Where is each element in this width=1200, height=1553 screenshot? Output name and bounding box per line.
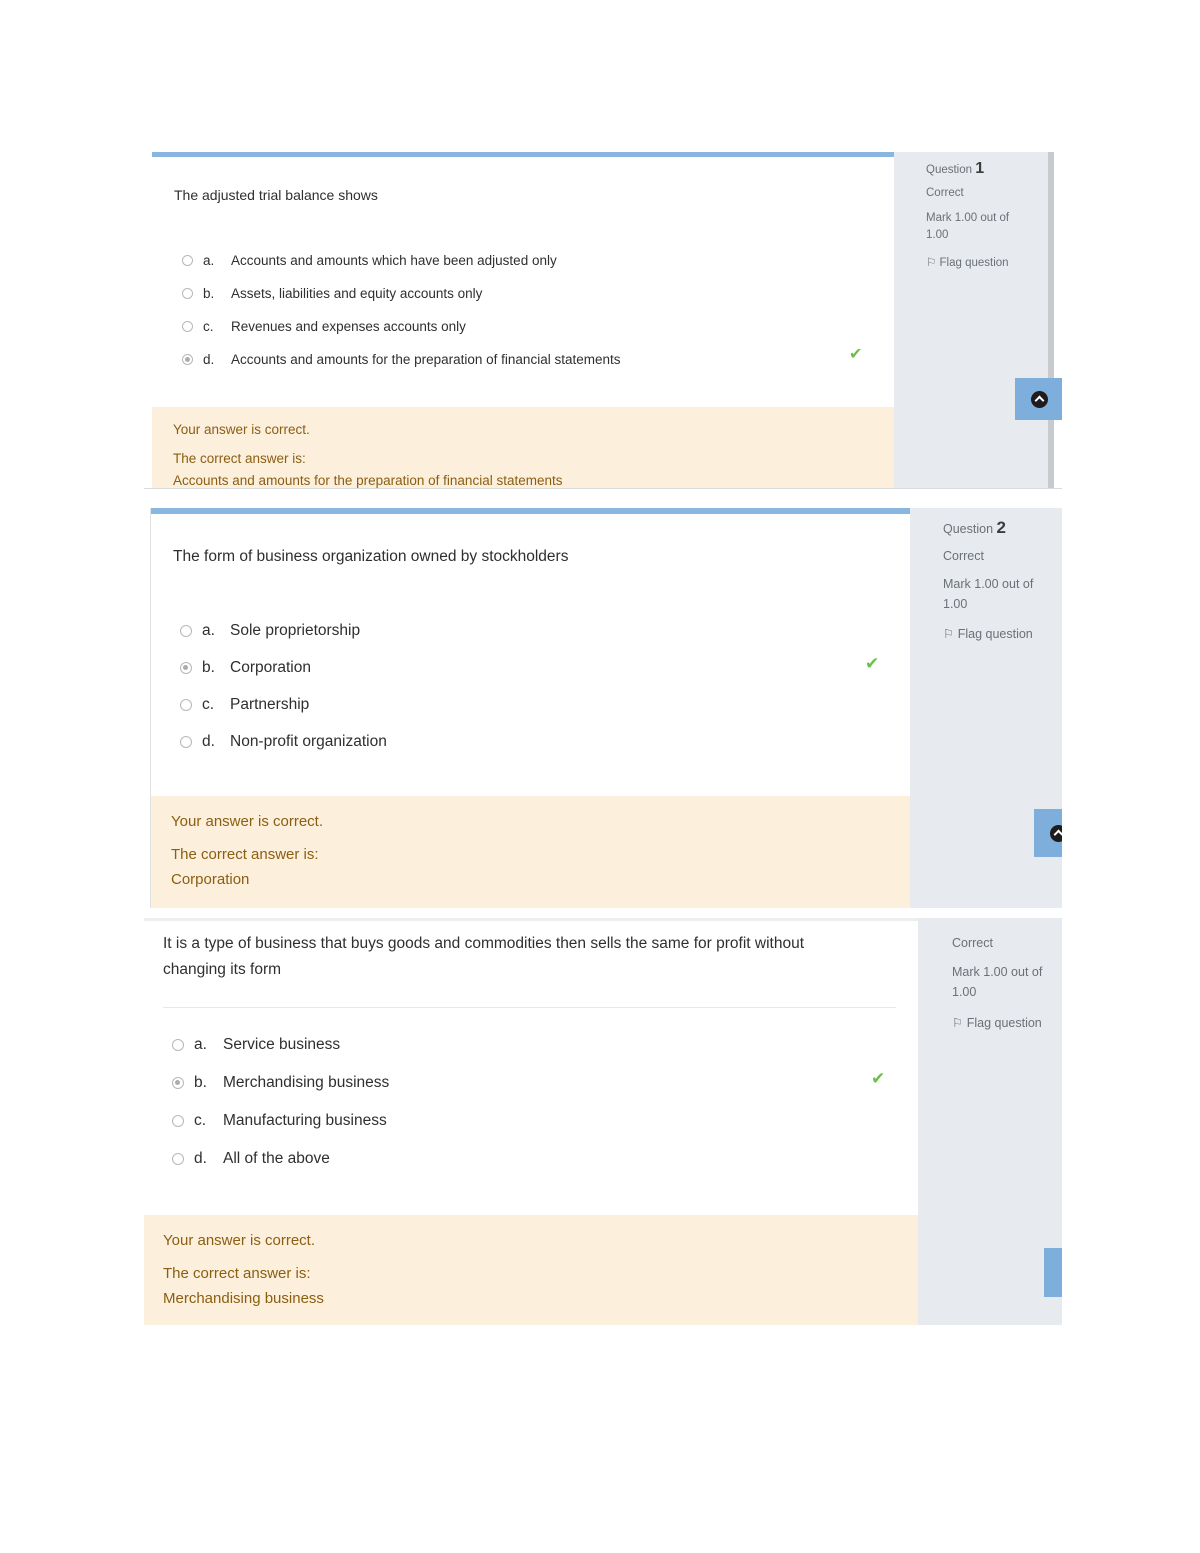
- option-label: Merchandising business: [223, 1074, 390, 1091]
- radio-button-selected[interactable]: [182, 354, 193, 365]
- question-2-feedback: [151, 796, 911, 908]
- option-label: Assets, liabilities and equity accounts only: [231, 286, 483, 301]
- option-label: Corporation: [230, 659, 311, 676]
- question-number-label: Question: [926, 164, 973, 176]
- flag-question-link[interactable]: [943, 626, 1033, 641]
- question-3-feedback: [144, 1215, 918, 1325]
- option-label: Non-profit organization: [230, 733, 387, 750]
- question-3-option-d[interactable]: [172, 1150, 330, 1168]
- back-to-top-button[interactable]: [1044, 1248, 1062, 1297]
- scrollbar[interactable]: [1048, 152, 1054, 489]
- option-letter: a.: [194, 1036, 207, 1053]
- question-1-option-a[interactable]: [182, 253, 557, 268]
- feedback-correct-label: The correct answer is:: [163, 1265, 311, 1282]
- question-state: Correct: [926, 187, 964, 199]
- flag-question-label: Flag question: [939, 257, 1009, 269]
- radio-button[interactable]: [172, 1115, 184, 1127]
- question-1-top-bar: [152, 152, 894, 157]
- question-number: [943, 518, 1006, 538]
- question-number-value: 1: [975, 160, 985, 177]
- question-divider: [163, 1007, 896, 1008]
- option-letter: d.: [203, 352, 215, 367]
- question-mark-line2: 1.00: [943, 597, 968, 611]
- chevron-up-icon: [1031, 391, 1048, 408]
- top-shadow: [144, 918, 918, 921]
- question-mark-line2: 1.00: [952, 985, 977, 999]
- correct-check-icon: ✔: [865, 654, 880, 673]
- chevron-up-icon: [1050, 825, 1062, 842]
- radio-button-selected[interactable]: [180, 662, 192, 674]
- divider: [144, 488, 1062, 489]
- radio-button-selected[interactable]: [172, 1077, 184, 1089]
- question-2-content: [150, 508, 910, 908]
- question-mark-line1: Mark 1.00 out of: [952, 965, 1043, 979]
- option-letter: d.: [194, 1150, 207, 1167]
- question-3-option-b[interactable]: [172, 1074, 389, 1092]
- radio-button[interactable]: [180, 699, 192, 711]
- feedback-status: Your answer is correct.: [163, 1232, 316, 1249]
- question-1-option-d[interactable]: [182, 352, 620, 367]
- option-letter: d.: [202, 733, 215, 750]
- radio-button[interactable]: [182, 321, 193, 332]
- question-state: Correct: [943, 549, 984, 563]
- feedback-correct-label: The correct answer is:: [171, 846, 319, 863]
- back-to-top-button[interactable]: [1034, 809, 1062, 857]
- question-mark-line1: Mark 1.00 out of: [926, 212, 1010, 224]
- question-mark-line2: 1.00: [926, 229, 949, 241]
- question-1-option-b[interactable]: [182, 286, 482, 301]
- flag-question-label: Flag question: [966, 1016, 1042, 1030]
- question-number-value: 2: [996, 518, 1006, 537]
- option-label: Accounts and amounts which have been adjusted only: [231, 253, 557, 268]
- option-label: All of the above: [223, 1150, 330, 1167]
- question-2-option-b[interactable]: [180, 659, 311, 677]
- flag-icon: ⚐: [943, 627, 955, 641]
- option-label: Manufacturing business: [223, 1112, 387, 1129]
- question-2-option-c[interactable]: [180, 696, 309, 714]
- option-letter: b.: [202, 659, 215, 676]
- option-label: Partnership: [230, 696, 310, 713]
- flag-icon: ⚐: [952, 1016, 964, 1030]
- question-number-label: Question: [943, 522, 994, 536]
- question-3-content: [144, 918, 918, 1325]
- question-state: Correct: [952, 936, 993, 950]
- flag-icon: ⚐: [926, 257, 937, 269]
- radio-button[interactable]: [182, 255, 193, 266]
- feedback-correct-label: The correct answer is:: [173, 451, 306, 466]
- flag-question-link[interactable]: [926, 255, 1009, 269]
- question-3-info-panel: [918, 918, 1062, 1325]
- question-1-screenshot: [144, 152, 1062, 489]
- flag-question-label: Flag question: [957, 627, 1033, 641]
- option-label: Revenues and expenses accounts only: [231, 319, 466, 334]
- option-label: Service business: [223, 1036, 341, 1053]
- feedback-correct-answer: Accounts and amounts for the preparation of financial statements: [173, 473, 563, 488]
- question-1-option-c[interactable]: [182, 319, 466, 334]
- correct-check-icon: ✔: [849, 346, 863, 363]
- radio-button[interactable]: [180, 625, 192, 637]
- question-1-text: The adjusted trial balance shows: [174, 187, 378, 203]
- option-letter: b.: [194, 1074, 207, 1091]
- feedback-correct-answer: Merchandising business: [163, 1290, 324, 1307]
- question-3-text-line1: It is a type of business that buys goods and commodities then sells the same for profit without: [163, 935, 805, 952]
- question-number: [926, 160, 984, 178]
- question-3-option-c[interactable]: [172, 1112, 387, 1130]
- question-2-option-a[interactable]: [180, 622, 360, 640]
- feedback-status: Your answer is correct.: [171, 813, 324, 830]
- option-letter: c.: [203, 319, 214, 334]
- flag-question-link[interactable]: [952, 1015, 1042, 1030]
- question-1-content: [152, 152, 894, 489]
- option-label: Sole proprietorship: [230, 622, 361, 639]
- option-letter: a.: [202, 622, 215, 639]
- feedback-status: Your answer is correct.: [173, 422, 310, 437]
- correct-check-icon: ✔: [871, 1069, 886, 1088]
- question-2-top-bar: [151, 508, 911, 514]
- radio-button[interactable]: [172, 1153, 184, 1165]
- question-1-info-panel: [894, 152, 1048, 489]
- question-2-option-d[interactable]: [180, 733, 387, 751]
- feedback-correct-answer: Corporation: [171, 871, 250, 888]
- question-2-text: The form of business organization owned by stockholders: [173, 548, 569, 565]
- question-mark-line1: Mark 1.00 out of: [943, 577, 1034, 591]
- question-3-option-a[interactable]: [172, 1036, 340, 1054]
- option-letter: c.: [194, 1112, 207, 1129]
- option-letter: c.: [202, 696, 215, 713]
- question-3-screenshot: [144, 918, 1062, 1325]
- radio-button[interactable]: [172, 1039, 184, 1051]
- radio-button[interactable]: [180, 736, 192, 748]
- option-letter: a.: [203, 253, 215, 268]
- option-label: Accounts and amounts for the preparation of financial statements: [231, 352, 621, 367]
- radio-button[interactable]: [182, 288, 193, 299]
- question-1-feedback: [152, 407, 894, 489]
- question-2-screenshot: [150, 508, 1062, 908]
- back-to-top-button[interactable]: [1015, 378, 1062, 420]
- question-3-text-line2: changing its form: [163, 961, 282, 978]
- option-letter: b.: [203, 286, 215, 301]
